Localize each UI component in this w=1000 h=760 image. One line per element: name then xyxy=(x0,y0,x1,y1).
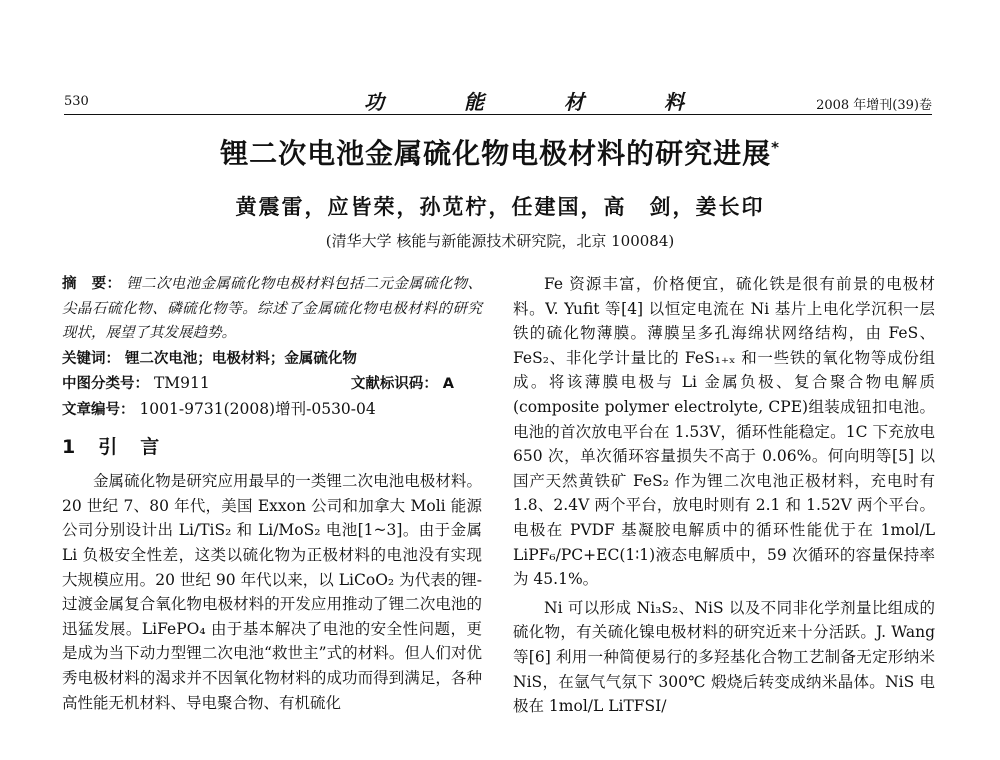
keywords-label: 关键词： xyxy=(62,350,120,367)
keywords-text: 锂二次电池；电极材料；金属硫化物 xyxy=(124,350,357,367)
abstract-label: 摘 要： xyxy=(62,276,122,292)
journal-char: 能 xyxy=(464,90,484,114)
title-footnote-mark: * xyxy=(771,138,780,157)
journal-char: 料 xyxy=(664,90,684,114)
journal-name xyxy=(364,86,684,115)
paper-title xyxy=(0,132,1000,172)
title-text: 锂二次电池金属硫化物电极材料的研究进展 xyxy=(220,137,772,170)
body-paragraph: Ni 可以形成 Ni₃S₂、NiS 以及不同非化学剂量比组成的硫化物，有关硫化镍电极材料的研究近来十分活跃。J. Wang 等[6] 利用一种简便易行的多羟基化合物工艺制备无定形纳米 NiS，在氩气气氛下 300℃ 煅烧后转变成纳米晶体。NiS 电极在 1mol/L LiTFSI/ xyxy=(513,598,935,716)
right-column xyxy=(513,272,935,719)
article-number-label: 文章编号： xyxy=(62,401,135,418)
body-paragraph: Fe 资源丰富，价格便宜，硫化铁是很有前景的电极材料。V. Yufit 等[4] 以恒定电流在 Ni 基片上电化学沉积一层铁的硫化物薄膜。薄膜呈多孔海绵状网络结构，由 FeS、FeS₂、非化学计量比的 FeS₁₊ₓ 和一些铁的氧化物等成份组成。将该薄膜电极与 Li 金属负极、复合聚合物电解质(composite polymer electrolyte, CPE)组装成钮扣电池。电池的首次放电平台在 1.53V，循环性能稳定。1C 下充放电 650 次，单次循环容量损失不高于 0.06%。何向明等[5] 以国产天然黄铁矿 FeS₂ 作为锂二次电池正极材料，充电时有 1.8、2.4V 两个平台，放电时则有 2.1 和 1.52V 两个平台。电极在 PVDF 基凝胶电解质中的循环性能优于在 1mol/L LiPF₆/PC+EC(1∶1)液态电解质中，59 次循环的容量保持率为 45.1%。 xyxy=(513,275,935,589)
section-heading-introduction: 1 引 言 xyxy=(62,435,162,458)
doc-code: A xyxy=(442,376,454,393)
header-rule xyxy=(64,114,932,115)
left-column xyxy=(62,272,482,715)
intro-paragraph: 金属硫化物是研究应用最早的一类锂二次电池电极材料。20 世纪 7、80 年代，美国 Exxon 公司和加拿大 Moli 能源公司分别设计出 Li/TiS₂ 和 Li/MoS₂ 电池[1~3]。由于金属 Li 负极安全性差，这类以硫化物为正极材料的电池没有实现大规模应用。20 世纪 90 年代以来，以 LiCoO₂ 为代表的锂-过渡金属复合氧化物电极材料的开发应用推动了锂二次电池的迅猛发展。LiFePO₄ 由于基本解决了电池的安全性问题，更是成为当下动力型锂二次电池“救世主”式的材料。但人们对优秀电极材料的渴求并不因氧化物材料的成功而得到满足，各种高性能无机材料、导电聚合物、有机硫化 xyxy=(62,472,482,712)
article-number-text: 1001-9731(2008)增刊-0530-04 xyxy=(139,399,376,418)
affiliation: (清华大学 核能与新能源技术研究院，北京 100084) xyxy=(325,232,675,250)
author-list: 黄震雷，应皆荣，孙苋柠，任建国，高 剑，姜长印 xyxy=(235,194,765,219)
page-header xyxy=(64,84,932,114)
journal-char: 功 xyxy=(364,90,384,114)
abstract xyxy=(62,272,482,346)
classification-row xyxy=(62,371,482,397)
clc-label: 中图分类号： xyxy=(62,376,149,393)
page-number: 530 xyxy=(64,94,89,109)
article-number xyxy=(62,397,482,423)
clc-number: TM911 xyxy=(153,374,210,393)
keywords xyxy=(62,346,482,372)
issue-info: 2008 年增刊(39)卷 xyxy=(816,98,932,113)
journal-char: 材 xyxy=(564,90,584,114)
doc-code-label: 文献标识码： xyxy=(350,376,438,393)
abstract-text: 锂二次电池金属硫化物电极材料包括二元金属硫化物、尖晶石硫化物、磷硫化物等。综述了金属硫化物电极材料的研究现状，展望了其发展趋势。 xyxy=(62,276,483,342)
